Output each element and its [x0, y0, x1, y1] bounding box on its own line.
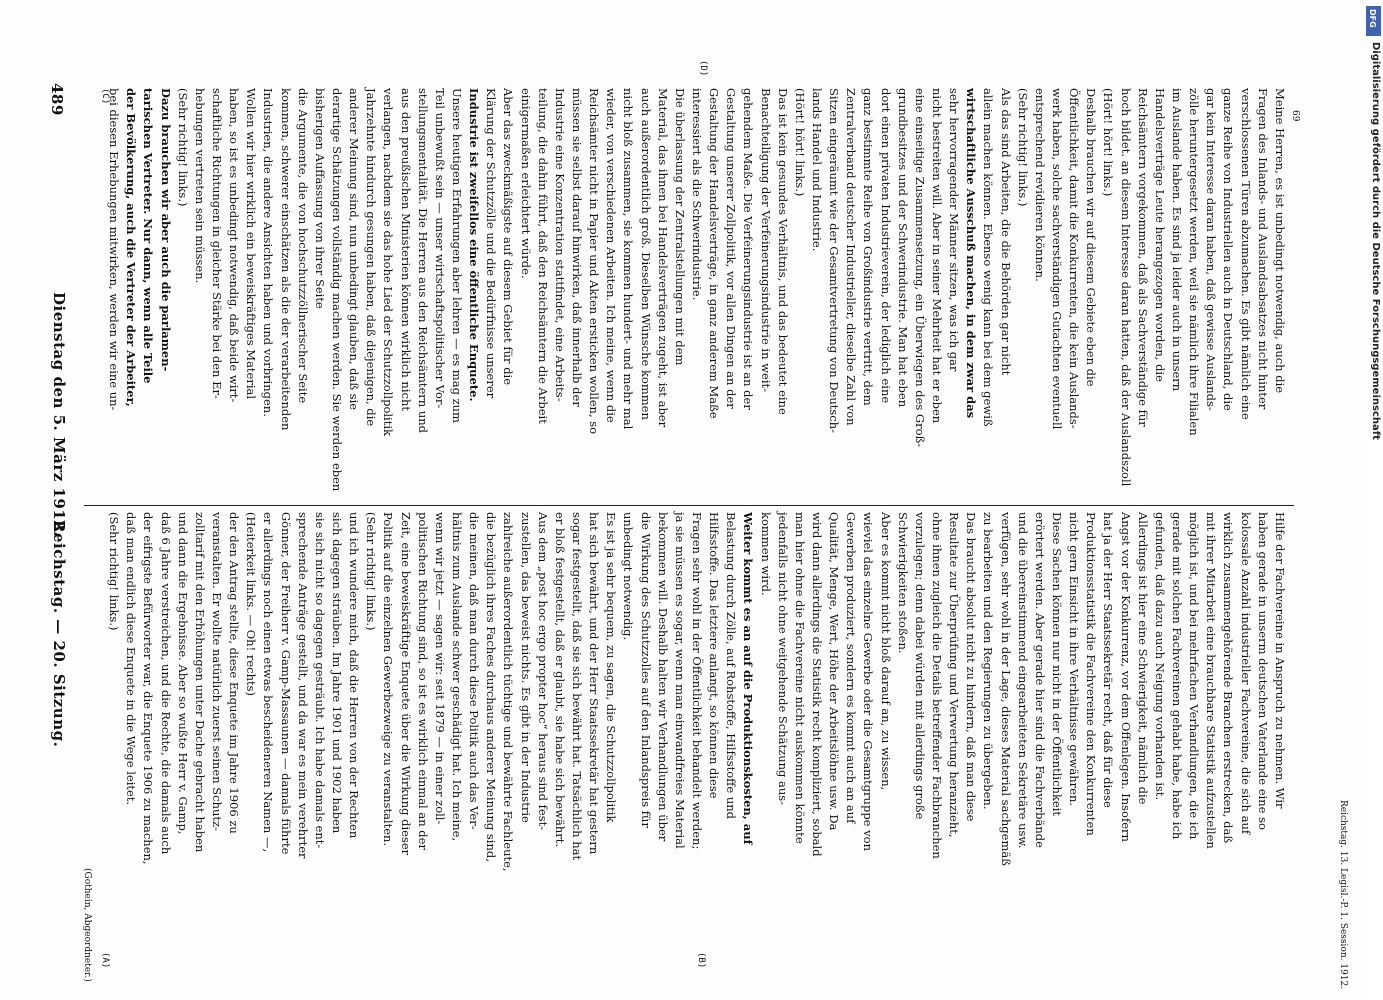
footer-session: Reichstag. 13. Legisl.-P. 1. Session. 1912. [1338, 800, 1348, 990]
text-line: schaftliche Richtungen in gleicher Stärke bei den Er- [210, 88, 224, 399]
text-line: kommen, schwerer einschätzen als die der verarbeitenden [278, 88, 293, 431]
text-line: Aber das zweckmäßigste auf diesem Gebiet für die [501, 88, 516, 386]
text-line: Öffentlichkeit, damit die Konkurrenten, die kein Auslands- [1067, 88, 1082, 429]
text-line: Qualität, Menge, Wert, Höhe der Arbeitslöhne usw. Da [827, 512, 842, 831]
text-line: Hilfe der Fachvereine in Anspruch zu nehmen. Wir [1272, 512, 1287, 809]
text-line: Belastung durch Zölle, auf Rohstoffe, Hilfsstoffe und [724, 512, 739, 819]
text-line: (Sehr richtig! links.) [107, 512, 122, 631]
text-line: Meine Herren, es ist unbedingt notwendig, auch die [1272, 88, 1287, 394]
text-line: lands Handel und Industrie. [810, 88, 824, 252]
text-line: Produktionsstatistik die Fachvereine den Konkurrenten [1084, 512, 1099, 836]
text-line: Reichsämtern vorgekommen, daß als Sachverständige für [1135, 88, 1150, 427]
left-column [92, 512, 1292, 952]
text-line: hoch bildet. an diesem Interesse daran hatten, daß der Auslandszoll [1118, 88, 1133, 487]
text-line: sich dagegen sträuben. Im Jahre 1901 und 1902 haben [330, 512, 344, 834]
text-line: mit ihrer Mitarbeit eine brauchbare Statistik aufzustellen [1204, 512, 1219, 849]
text-line: Material, das ihnen bei Handelsverträgen zugeht, ist aber [655, 88, 670, 428]
text-line: Angst vor der Konkurrenz, vor dem Offenlegen. Insofern [1118, 512, 1133, 842]
text-line: kommen wird. [758, 512, 773, 596]
text-line: (Sehr richtig! links.) [1015, 88, 1030, 207]
speaker-note: (Gothein, Abgeordneter.) [82, 868, 92, 982]
text-line: der eifrigste Befürworter war, die Enquete 1906 zu machen, [141, 512, 156, 865]
text-line: zölle heruntergesetzt werden, weil sie nämlich ihre Filialen [1187, 88, 1202, 436]
text-line: und die übereinstimmend eingearbeiteten Sekretäre usw. [1015, 512, 1030, 849]
sheet-number: 69 [1290, 110, 1300, 122]
text-line: (Sehr richtig! links.) [175, 88, 190, 207]
text-line: veranstalten. Er wollte natürlich zuerst seinen Schutz- [210, 512, 224, 831]
text-line: die Wirkung des Schutzzolles auf den Inlandspreis für [638, 512, 653, 828]
running-head-left: Reichstag. — 20. Sitzung. [50, 520, 68, 748]
text-line: tarischen Vertreter. Nur dann, wenn alle Teile [141, 88, 156, 384]
text-line: wenn wir jetzt — sagen wir: seit 1879 — in einer zoll- [432, 512, 447, 825]
text-line: Diese Sachen können nur nicht in der Öffentlichkeit [1050, 512, 1064, 817]
text-line: Klärung der Schutzzölle und die Bedürfnisse unserer [484, 88, 499, 399]
text-line: allein machen können. Ebenso wenig kann bei dem gewiß [981, 88, 996, 427]
text-line: hebungen vertreten sein müssen. [192, 88, 207, 284]
text-line: zolltarif mit den Erhöhungen unter Dache gebracht haben [192, 512, 207, 853]
text-line: jedenfalls nicht ohne weitgehende Schätzung aus- [775, 512, 790, 806]
text-line: gerade mit solchen Fachvereinen gehabt habe, habe ich [1170, 512, 1184, 840]
margin-mark-b: (B) [696, 952, 706, 969]
text-line: und dann die Ergebnisse. Aber so wußte Herr v. Gamp, [175, 512, 190, 835]
text-line: Gestaltung unserer Zollpolitik, vor allen Dingen an der [724, 88, 739, 409]
text-line: er allerdings noch einen etwas bescheideneren Namen —, [261, 512, 276, 853]
text-line: wieviel das einzelne Gewerbe oder die Gesamtgruppe von [861, 512, 876, 851]
text-line: gehendem Maße. Die Verfeinerungsindustrie ist an der [741, 88, 756, 410]
text-line: erörtert werden. Aber gerade hier sind die Fachverbände [1032, 512, 1047, 848]
text-line: verlangen, nachdem sie das hohe Lied der Schutzzollpolitik [381, 88, 396, 436]
text-line: sehr hervorragender Männer sitzen, was ich gar [947, 88, 962, 372]
text-line: Benachteiligung der Verfeinerungsindustrie in weit- [758, 88, 773, 393]
text-line: aus den preußischen Ministerien können wirklich nicht [398, 88, 413, 411]
dfg-logo: DFG [1366, 6, 1381, 36]
text-line: teilung, die dahin führt, daß den Reichsämtern die Arbeit [535, 88, 550, 424]
text-line: Allerdings ist hier eine Schwierigkeit, nämlich die [1135, 512, 1150, 805]
text-line: hat sich bewährt, und der Herr Staatssekretär hat gestern [587, 512, 602, 855]
text-line: wird dann allerdings die Statistik recht kompliziert, sobald [810, 512, 824, 857]
text-line: grundbesitzes und der Schwerindustrie. Man hat eben [895, 88, 910, 408]
text-line: nicht bestreiten will. Aber in seiner Mehrheit hat er eben [930, 88, 944, 424]
text-line: müssen sie selbst darauf hinwirken, daß innerhalb der [570, 88, 584, 407]
text-line: der den Antrag stellte, diese Enquete im Jahre 1906 zu [227, 512, 242, 834]
text-line: Deshalb brauchen wir auf diesem Gebiete eben die [1084, 88, 1099, 387]
text-line: im Auslande haben. Es sind ja leider auch in unsern [1170, 88, 1184, 392]
text-line: Unsere heutigen Erfahrungen aber lehren — es mag zum [450, 88, 464, 423]
text-line: auch außerordentlich groß. Dieselben Wünsche kommen [638, 88, 653, 420]
text-line: Industrie eine Konzentration stattfindet, eine Arbeits- [552, 88, 567, 402]
text-line: (Hört! hört! links.) [1101, 88, 1116, 197]
text-line: Aus dem „post hoc ergo propter hoc“ heraus sind fest- [535, 512, 550, 831]
text-line: Das braucht absolut nicht zu hindern, daß man diese [964, 512, 979, 822]
text-line: ja sie müssen es sogar, wenn man einwandfreies Material [672, 512, 687, 849]
text-line: Schwierigkeiten stoßen. [895, 512, 910, 654]
page-number: 489 [48, 83, 66, 116]
text-line: Als das sind Arbeiten, die die Behörden gar nicht [998, 88, 1013, 376]
text-line: Zentralverband deutscher Industrieller, dieselbe Zahl von [844, 88, 859, 426]
text-line: kolossale Anzahl industrieller Fachvereine, die sich auf [1238, 512, 1253, 835]
text-line: man hier ohne die Fachvereine nicht auskommen könnte [792, 512, 807, 844]
text-line: bisherigen Auffassung von ihrer Seite [312, 88, 327, 309]
text-line: Jahrzehnte hindurch gesungen haben, daß diejenigen, die [364, 88, 379, 427]
text-line: zahlreiche außerordentlich tüchtige und bewährte Fachleute, [501, 512, 516, 872]
text-line: Das ist kein gesundes Verhältnis, und das bedeutet eine [775, 88, 790, 415]
text-line: Wollen wir hier wirklich ein beweiskräftiges Material [244, 88, 259, 400]
text-line: Zeit, eine beweiskräftige Enquete über die Wirkung dieser [398, 512, 413, 856]
text-line: bekommen will. Deshalb halten wir Verhandlungen über [655, 512, 670, 842]
text-line: daß 6 Jahre verstreichen, und die Rechte, die damals auch [158, 512, 173, 855]
text-line: gar kein Interesse daran haben, daß gewisse Auslands- [1204, 88, 1219, 411]
text-line: Teil unbewußt sein — unser wirtschaftspolitischer Vor- [432, 88, 447, 409]
text-line: sie sich nicht so dagegen gesträubt. Ich habe damals ent- [312, 512, 327, 849]
margin-mark-a: (A) [100, 952, 110, 969]
text-line: entsprechend revidieren können. [1032, 88, 1047, 282]
text-line: verschlossenen Türen abzumachen. Es gibt nämlich eine [1238, 88, 1253, 420]
text-line: bei diesen Erhebungen mitwirken, werden wir eine un- [107, 88, 122, 411]
text-line: Weiter kommt es an auf die Produktionskosten, auf [741, 512, 756, 845]
text-line: hältnis zum Auslande schwer geschädigt hat. Ich meine, [450, 512, 464, 842]
text-line: ohne ihnen zugleich die Details betreffender Fachbranchen [930, 512, 944, 859]
text-line: interessiert als die Schwerindustrie. [690, 88, 704, 301]
text-line: nicht bloß zusammen, sie kommen hundert- und mehr mal [621, 88, 636, 430]
text-line: Aber es kommt nicht bloß darauf an, zu wissen, [878, 512, 893, 791]
text-line: zu bearbeiten und den Regierungen zu übergeben. [981, 512, 996, 810]
margin-mark-c: (C) [100, 88, 110, 105]
text-line: Politik auf die einzelnen Gewerbezweige zu veranstalten. [381, 512, 396, 847]
text-line: Es ist ja sehr bequem, zu sagen, die Schutzzollpolitik [604, 512, 619, 823]
margin-mark-d: (D) [698, 60, 708, 77]
text-line: unbedingt notwendig. [621, 512, 636, 641]
text-line: eine einseitige Zusammensetzung, ein Überwiegen des Groß- [912, 88, 927, 448]
text-line: derartige Schätzungen vollständig machen werden. Sie werden eben [330, 88, 344, 492]
text-line: nicht gern Einsicht in ihre Verhältnisse gewähren. [1067, 512, 1082, 807]
text-line: Gönner, der Freiherr v. Gamp-Massaunen — damals führte [278, 512, 293, 855]
text-line: möglich ist, und bei mehrfachen Verhandlungen, die ich [1187, 512, 1202, 840]
text-line: zustellen, das beweist nichts. Es gibt in der Industrie [518, 512, 533, 823]
text-line: Resultate zur Überprüfung und Verwertung heranzieht, [947, 512, 962, 838]
text-line: politischen Richtung sind, so ist es wirklich einmal an der [415, 512, 430, 850]
text-line: er bloß festgestellt, daß er glaubt, sie habe sich bewährt. [552, 512, 567, 847]
text-line: haben gerade in unserm deutschen Vaterlande eine so [1255, 512, 1270, 830]
text-line: (Sehr richtig! links.) [364, 512, 379, 631]
text-line: vorzulegen; denn dabei würden mit allerdings große [912, 512, 927, 820]
text-line: Sitzen eingeräumt wie der Gesamtvertretung von Deutsch- [827, 88, 842, 434]
text-line: die Argumente, die von hochschutzzöllnerischer Seite [295, 88, 310, 404]
text-line: (Hört! hört! links.) [792, 88, 807, 197]
text-line: Handelsverträge Leute herangezogen worden, die [1152, 88, 1167, 382]
text-line: Gewerben produziert, sondern es kommt auch an auf [844, 512, 859, 824]
text-line: hat ja der Herr Staatssekretär recht, daß für diese [1101, 512, 1116, 808]
text-line: (Heiterkeit links. — Oh! rechts) [244, 512, 259, 697]
text-line: Fragen des Inlands- und Auslandsabsatzes nicht hinter [1255, 88, 1270, 410]
text-line: daß man endlich diese Enquete in die Wege leitet. [124, 512, 139, 806]
column-divider [84, 505, 1294, 506]
text-line: wirklich zusammengehörende Branchen erstrecken, daß [1221, 512, 1236, 844]
text-line: wieder, von verschiedenen Arbeiten. Ich meine, wenn die [604, 88, 619, 423]
text-line: verfügen, sehr wohl in der Lage, dieses Material sachgemäß [998, 512, 1013, 866]
text-line: haben, so ist es unbedingt notwendig, daß beide wirt- [227, 88, 242, 403]
text-line: Industrie ist zweifellos eine öffentliche Enquete. [467, 88, 482, 402]
text-line: einigermaßen erleichtert würde. [518, 88, 533, 279]
digitization-credit: Digitalisierung gefördert durch die Deutsche Forschungsgemeinschaft [1370, 42, 1381, 440]
text-line: die meinen, daß man durch diese Politik auch das Ver- [467, 512, 482, 830]
text-line: Gestaltung der Handelsverträge, in ganz anderem Maße [707, 88, 722, 419]
text-line: gefunden, daß dazu auch Neigung vorhanden ist. [1152, 512, 1167, 801]
text-line: dort einen privaten Industrieverein, der lediglich eine [878, 88, 893, 404]
text-line: wirtschaftliche Ausschuß machen, in dem zwar das [964, 88, 979, 419]
text-line: Fragen sehr wohl in der Öffentlichkeit behandelt werden; [690, 512, 704, 850]
text-line: werk haben, solche sachverständigen Gutachten eventuell [1050, 88, 1064, 430]
text-line: Reichsämter nicht in Papier und Akten ersticken wollen, so [587, 88, 602, 435]
text-line: Industrien, die andere Ansichten haben und vorbringen. [261, 88, 276, 417]
text-line: Die überlassung der Zentralstellungen mit dem [672, 88, 687, 366]
text-line: und ich wundere mich, daß die Herren von der Rechten [347, 512, 362, 839]
text-line: die bezüglich ihres Faches durchaus anderer Meinung sind, [484, 512, 499, 862]
text-line: anderer Meinung sind, nun unbedingt glauben, daß sie [347, 88, 362, 411]
text-line: ganze Reihe von Industriellen auch in Deutschland, die [1221, 88, 1236, 411]
text-line: Hilfsstoffe. Das letztere anlangt, so können diese [707, 512, 722, 799]
text-line: sogar festgestellt, daß sie sich bewährt hat. Tatsächlich hat [570, 512, 584, 861]
right-column [92, 88, 1292, 500]
text-line: Dazu brauchen wir aber auch die parlamen- [158, 88, 173, 372]
text-line: der Bevölkerung, auch die Vertreter der Arbeiter, [124, 88, 139, 407]
text-line: ganz bestimmte Reihe von Großindustrie vertritt, dem [861, 88, 876, 406]
text-line: stellungsmentalität. Die Herren aus den Reichsämtern und [415, 88, 430, 434]
text-line: sprechende Anträge gestellt, und da war es mein verehrter [295, 512, 310, 859]
running-head-date: Dienstag den 5. März 1912. [50, 292, 68, 537]
